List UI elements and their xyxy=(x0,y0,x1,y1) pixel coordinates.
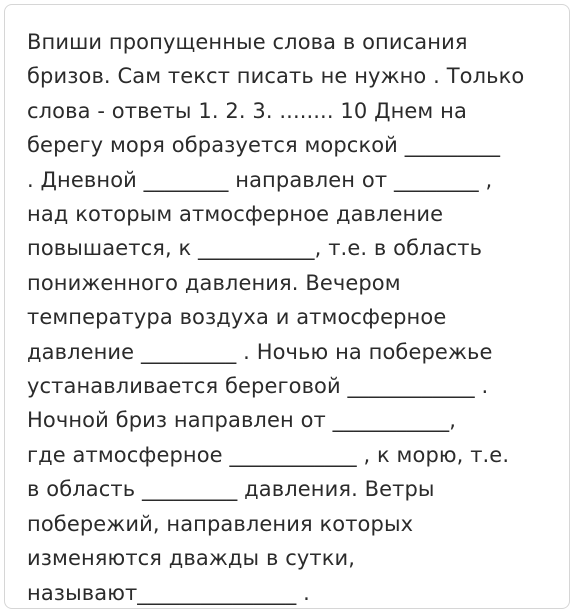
question-line: температура воздуха и атмосферное xyxy=(27,305,447,330)
question-line: слова - ответы 1. 2. 3. ........ 10 Днем на xyxy=(27,98,467,123)
question-line: пониженного давления. Вечером xyxy=(27,270,401,295)
question-line: устанавливается береговой ____________ . xyxy=(27,374,489,399)
question-line: берегу моря образуется морской _________ xyxy=(27,133,501,158)
question-line: побережий, направления которых xyxy=(27,511,414,536)
question-text xyxy=(27,25,561,610)
question-line: изменяются дважды в сутки, xyxy=(27,546,356,571)
question-line: давление _________ . Ночью на побережье xyxy=(27,339,493,364)
question-line: Впиши пропущенные слова в описания xyxy=(27,30,468,54)
question-line: повышается, к ___________, т.е. в область xyxy=(27,236,483,261)
question-line: в область _________ давления. Ветры xyxy=(27,477,435,502)
question-line: бризов. Сам текст писать не нужно . Только xyxy=(27,64,525,89)
question-line: называют_______________ . xyxy=(27,580,310,605)
question-line: над которым атмосферное давление xyxy=(27,202,444,227)
question-line: . Дневной ________ направлен от ________ , xyxy=(27,167,493,192)
question-line: Ночной бриз направлен от ___________, xyxy=(27,408,457,433)
question-line: где атмосферное ____________ , к морю, т.е. xyxy=(27,442,510,467)
question-card xyxy=(4,4,570,609)
